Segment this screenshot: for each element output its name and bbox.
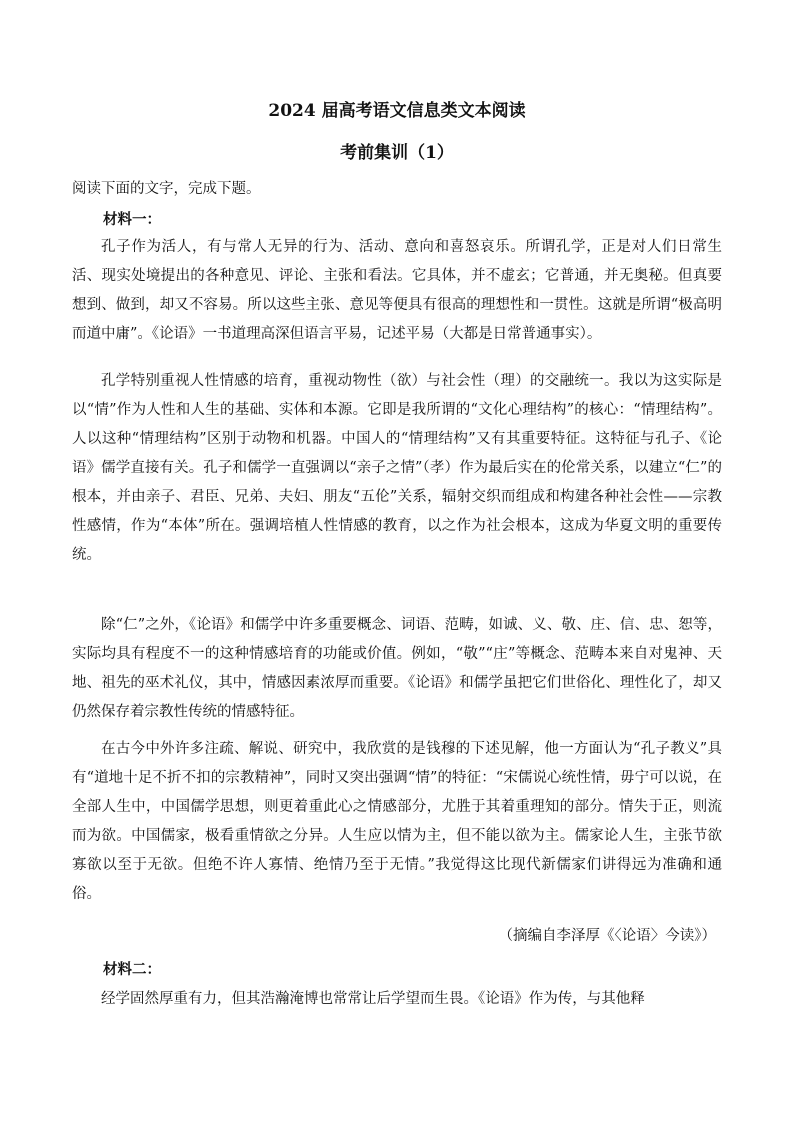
material-one-paragraph-4: 在古今中外许多注疏、解说、研究中，我欣赏的是钱穆的下述见解，他一方面认为“孔子教义”具有“道地十足不折不扣的宗教精神”，同时又突出强调“情”的特征：“宋儒说心统性情，毋宁可以说，在全部人生中，中国儒学思想，则更着重此心之情感部分，尤胜于其着重理知的部分。情失于正，则流而为欲。中国儒家，极看重情欲之分异。人生应以情为主，但不能以欲为主。儒家论人生，主张节欲寡欲以至于无欲。但绝不许人寡情、绝情乃至于无情。”我觉得这比现代新儒家们讲得远为准确和通俗。 bbox=[72, 741, 722, 902]
document-title: 2024 届高考语文信息类文本阅读 bbox=[268, 101, 526, 121]
material-one-paragraph-2: 孔学特别重视人性情感的培育，重视动物性（欲）与社会性（理）的交融统一。我以为这实际是以“情”作为人性和人生的基础、实体和本源。它即是我所谓的“文化心理结构”的核心：“情理结构”。人以这种“情理结构”区别于动物和机器。中国人的“情理结构”又有其重要特征。这特征与孔子、《论语》儒学直接有关。孔子和儒学一直强调以“亲子之情”（孝）作为最后实在的伦常关系，以建立“仁”的根本，并由亲子、君臣、兄弟、夫妇、朋友“五伦”关系，辐射交织而组成和构建各种社会性——宗教性感情，作为“本体”所在。强调培植人性情感的教育，以之作为社会根本，这成为华夏文明的重要传统。 bbox=[72, 373, 722, 563]
material-one-source: （摘编自李泽厚《〈论语〉今读》） bbox=[498, 928, 716, 944]
instruction-text: 阅读下面的文字，完成下题。 bbox=[72, 181, 261, 197]
material-one-heading: 材料一： bbox=[103, 211, 161, 228]
document-subtitle: 考前集训（1） bbox=[340, 143, 454, 163]
material-one-paragraph-3: 除“仁”之外，《论语》和儒学中许多重要概念、词语、范畴，如诚、义、敬、庄、信、忠、恕等，实际均具有程度不一的这种情感培育的功能或价值。例如，“敬”“庄”等概念、范畴本来自对鬼神、天地、祖先的巫术礼仪，其中，情感因素浓厚而重要。《论语》和儒学虽把它们世俗化、理性化了，却又仍然保存着宗教性传统的情感特征。 bbox=[72, 617, 722, 720]
material-two-paragraph-1: 经学固然厚重有力，但其浩瀚淹博也常常让后学望而生畏。《论语》作为传，与其他释 bbox=[101, 991, 645, 1007]
material-two-heading: 材料二： bbox=[103, 961, 161, 978]
material-one-paragraph-1: 孔子作为活人，有与常人无异的行为、活动、意向和喜怒哀乐。所谓孔学，正是对人们日常生活、现实处境提出的各种意见、评论、主张和看法。它具体，并不虚玄；它普通，并无奥秘。但真要想到、做到，却又不容易。所以这些主张、意见等便具有很高的理想性和一贯性。这就是所谓“极高明而道中庸”。《论语》一书道理高深但语言平易，记述平易（大都是日常普通事实）。 bbox=[72, 239, 722, 342]
